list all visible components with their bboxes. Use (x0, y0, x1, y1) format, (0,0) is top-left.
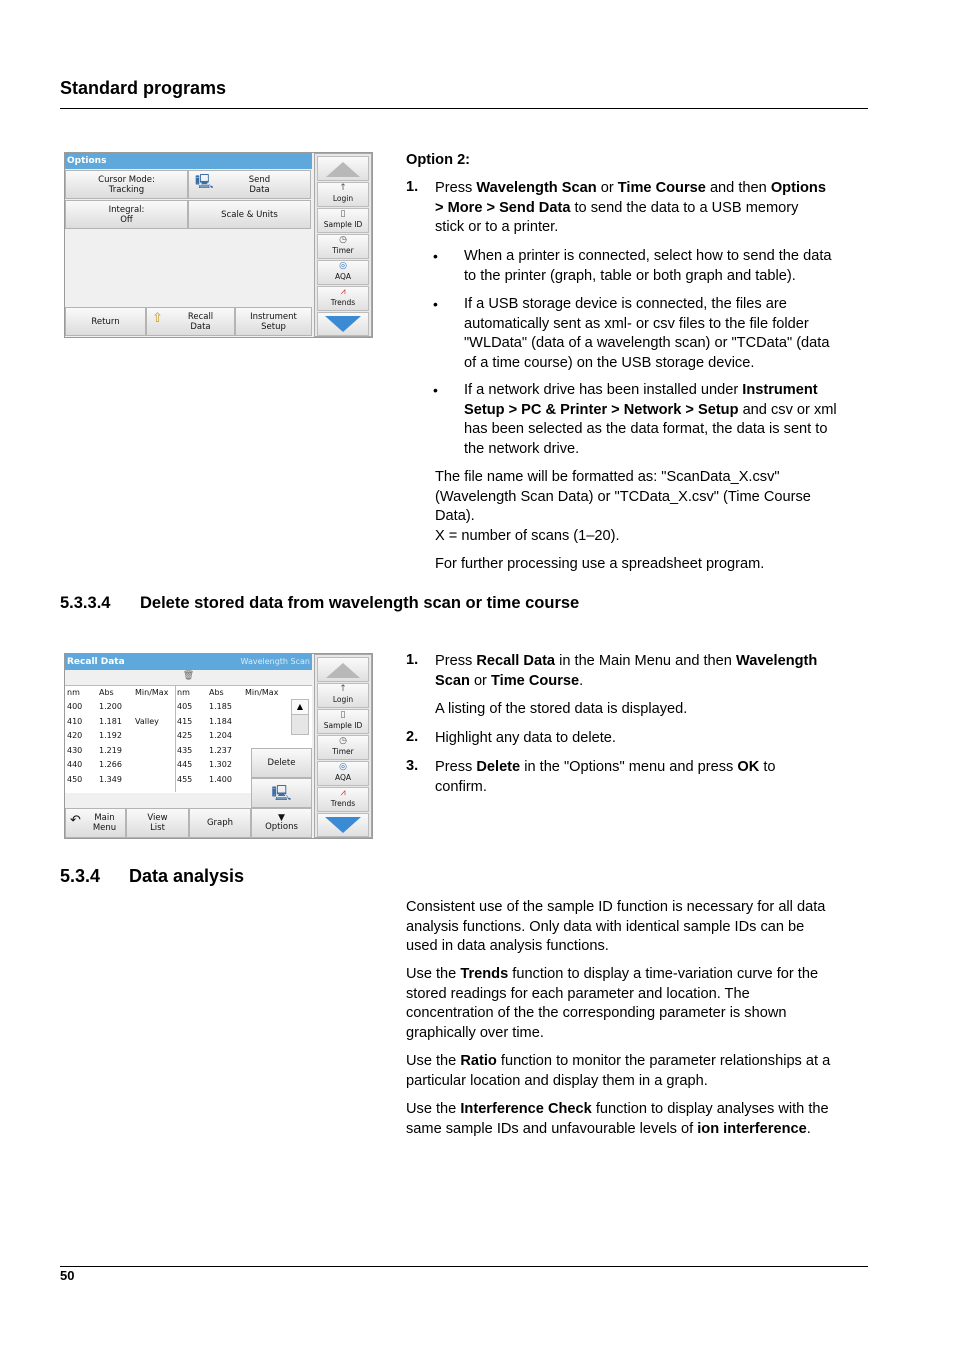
analysis-paragraph-interference: Use the Interference Check function to display analyses with the same sample IDs and unfavourable levels of ion interference. (406, 1101, 829, 1137)
col-header: Min/Max (135, 687, 169, 697)
header-rule (60, 108, 868, 109)
side-timer-label: Timer (332, 246, 354, 255)
options-label: Options (265, 822, 298, 832)
table-row[interactable]: 400 1.200 405 1.185 (67, 702, 232, 712)
options-button[interactable] (251, 808, 312, 838)
scroll-up-small-icon[interactable]: ▲ (292, 700, 308, 715)
aqa-icon: ◎ (339, 261, 347, 271)
options-titlebar: Options (65, 153, 312, 169)
section-534-number: 5.3.4 (60, 866, 101, 886)
send-data-label2: Data (249, 184, 270, 195)
scale-units-button[interactable] (188, 200, 311, 229)
table-row[interactable]: 450 1.349 455 1.400 (67, 774, 232, 784)
side-login-label: Login (332, 194, 354, 203)
bullet-1: • (433, 248, 438, 264)
side-trends-button[interactable] (317, 787, 369, 812)
integral-value: Off (120, 214, 133, 225)
side-timer-button[interactable] (317, 735, 369, 760)
main-menu-button[interactable] (65, 808, 126, 838)
arrow-down-icon (318, 814, 368, 836)
col-header: Min/Max (245, 687, 279, 697)
table-row[interactable]: 430 1.219 435 1.237 (67, 745, 232, 755)
scroll-up-button[interactable] (317, 156, 369, 181)
sample-id-icon: ▯ (340, 710, 346, 720)
analysis-paragraph-1: Consistent use of the sample ID function is necessary for all data analysis functions. Only data with identical sample IDs can be used in data analysis functions. (406, 899, 826, 954)
side-login-button[interactable] (317, 182, 369, 207)
triangle-down-icon: ▼ (278, 813, 285, 823)
side-login-button[interactable] (317, 683, 369, 708)
arrow-up-icon (318, 658, 368, 681)
instrument-label: Instrument (250, 311, 297, 322)
folder-icon: ⇧ (152, 311, 163, 326)
recall-title: Recall Data (67, 657, 125, 667)
integral-button[interactable] (65, 200, 188, 229)
side-timer-label: Timer (332, 747, 354, 756)
side-aqa-button[interactable] (317, 761, 369, 786)
send-data-button[interactable] (188, 170, 311, 199)
bullet-2: • (433, 296, 438, 312)
col-header: Abs (99, 687, 114, 697)
col-header: Abs (209, 687, 224, 697)
side-trends-label: Trends (330, 298, 356, 307)
table-scrollbar[interactable] (291, 699, 309, 735)
integral-label: Integral: (108, 204, 145, 215)
scroll-down-button[interactable] (317, 813, 369, 837)
main-menu-label2: Menu (92, 823, 117, 833)
col-header: nm (177, 687, 190, 697)
recall-label2: Data (190, 321, 211, 332)
side-aqa-label: AQA (334, 272, 352, 281)
timer-icon: ◷ (339, 736, 347, 746)
options-screenshot (64, 152, 373, 338)
login-icon: ↑ (339, 183, 347, 193)
send-data-label: Send (248, 174, 271, 185)
sample-id-icon: ▯ (340, 209, 346, 219)
table-row[interactable]: 440 1.266 445 1.302 (67, 760, 232, 770)
trends-icon: ⩘ (340, 788, 346, 798)
instrument-setup-button[interactable] (235, 307, 312, 336)
view-list-label2: List (150, 823, 165, 833)
delete-step2-text: Highlight any data to delete. (435, 730, 616, 746)
analysis-paragraph-trends: Use the Trends function to display a time-variation curve for the stored readings for each parameter and location. The concentration of the the corresponding parameter is shown graphically over time. (406, 966, 819, 1041)
view-list-label: View (147, 813, 168, 823)
cursor-mode-button[interactable] (65, 170, 188, 199)
section-534-title: Data analysis (129, 866, 245, 886)
bullet-2-text: If a USB storage device is connected, the files are automatically sent as xml- or csv files to the file folder "WLData" (data of a wavelength scan) or "TCData" (data of a time course) on the USB storage device. (464, 296, 830, 371)
footer-rule (60, 1266, 868, 1267)
table-row[interactable]: 420 1.192 425 1.204 (67, 731, 232, 741)
return-label: Return (91, 316, 120, 327)
scroll-down-button[interactable] (317, 312, 369, 336)
graph-label: Graph (206, 818, 234, 828)
delete-step3-text: Press Delete in the "Options" menu and press OK to confirm. (435, 759, 776, 795)
arrow-down-icon (318, 313, 368, 335)
side-timer-button[interactable] (317, 234, 369, 259)
side-panel (314, 654, 372, 838)
delete-label: Delete (267, 758, 296, 768)
recall-data-button[interactable] (146, 307, 235, 336)
side-aqa-button[interactable] (317, 260, 369, 285)
bullet-3-text: If a network drive has been installed under Instrument Setup > PC & Printer > Network > Setup and csv or xml has been selected as the data format, the data is sent to the network drive. (464, 382, 837, 457)
recall-titlebar (65, 654, 312, 670)
arrow-up-icon (318, 157, 368, 180)
page-number: 50 (60, 1268, 75, 1283)
delete-step1-text: Press Recall Data in the Main Menu and then Wavelength Scan or Time Course. (435, 653, 818, 689)
side-login-label: Login (332, 695, 354, 704)
return-button[interactable] (65, 307, 146, 336)
recall-label: Recall (187, 311, 214, 322)
side-sampleid-button[interactable] (317, 208, 369, 233)
main-menu-label: Main (94, 813, 115, 823)
side-sampleid-label: Sample ID (323, 220, 363, 229)
scale-units-label: Scale & Units (221, 209, 278, 220)
aqa-icon: ◎ (339, 762, 347, 772)
side-trends-label: Trends (330, 799, 356, 808)
computer-icon: 🖳 (271, 784, 292, 802)
side-sampleid-button[interactable] (317, 709, 369, 734)
send-data-small-button[interactable] (251, 778, 312, 808)
bullet-3: • (433, 382, 438, 398)
cursor-mode-value: Tracking (108, 184, 145, 195)
section-5334-number: 5.3.3.4 (60, 594, 111, 612)
recall-title-right: Wavelength Scan (240, 657, 310, 666)
spreadsheet-paragraph: For further processing use a spreadsheet program. (435, 556, 765, 572)
scroll-up-button[interactable] (317, 657, 369, 682)
delete-button[interactable] (251, 748, 312, 778)
delete-step1-number: 1. (406, 652, 419, 668)
section-5334-title: Delete stored data from wavelength scan or time course (140, 594, 580, 612)
trends-icon: ⩘ (340, 287, 346, 297)
step1-text: Press Wavelength Scan or Time Course and then Options > More > Send Data to send the data to a USB memory stick or to a printer. (435, 180, 826, 235)
delete-step2-number: 2. (406, 729, 419, 745)
table-row[interactable]: 410 1.181 Valley 415 1.184 (67, 716, 232, 726)
instrument-label2: Setup (261, 321, 286, 332)
col-header: nm (67, 687, 80, 697)
delete-step1-sub: A listing of the stored data is displayed. (435, 701, 688, 717)
side-trends-button[interactable] (317, 286, 369, 311)
login-icon: ↑ (339, 684, 347, 694)
table-header-row (65, 685, 285, 700)
side-aqa-label: AQA (334, 773, 352, 782)
view-list-button[interactable] (126, 808, 189, 838)
back-arrow-icon: ↶ (70, 813, 81, 828)
delete-step3-number: 3. (406, 758, 419, 774)
bullet-1-text: When a printer is connected, select how to send the data to the printer (graph, table or both graph and table). (464, 248, 832, 284)
side-sampleid-label: Sample ID (323, 721, 363, 730)
recall-data-screenshot (64, 653, 373, 839)
step1-number: 1. (406, 179, 419, 195)
trash-icon: 🗑 (182, 671, 195, 681)
analysis-paragraph-ratio: Use the Ratio function to monitor the parameter relationships at a particular location and display them in a graph. (406, 1053, 831, 1089)
filename-paragraph: The file name will be formatted as: "ScanData_X.csv" (Wavelength Scan Data) or "TCData_X.csv" (Time Course Data). X = number of scans (1–20). (435, 469, 811, 544)
side-panel (314, 153, 372, 337)
graph-button[interactable] (189, 808, 251, 838)
computer-icon: 🖳 (195, 174, 214, 190)
page-header-title: Standard programs (60, 78, 227, 98)
option2-heading: Option 2: (406, 152, 471, 168)
cursor-mode-label: Cursor Mode: (98, 174, 155, 185)
timer-icon: ◷ (339, 235, 347, 245)
